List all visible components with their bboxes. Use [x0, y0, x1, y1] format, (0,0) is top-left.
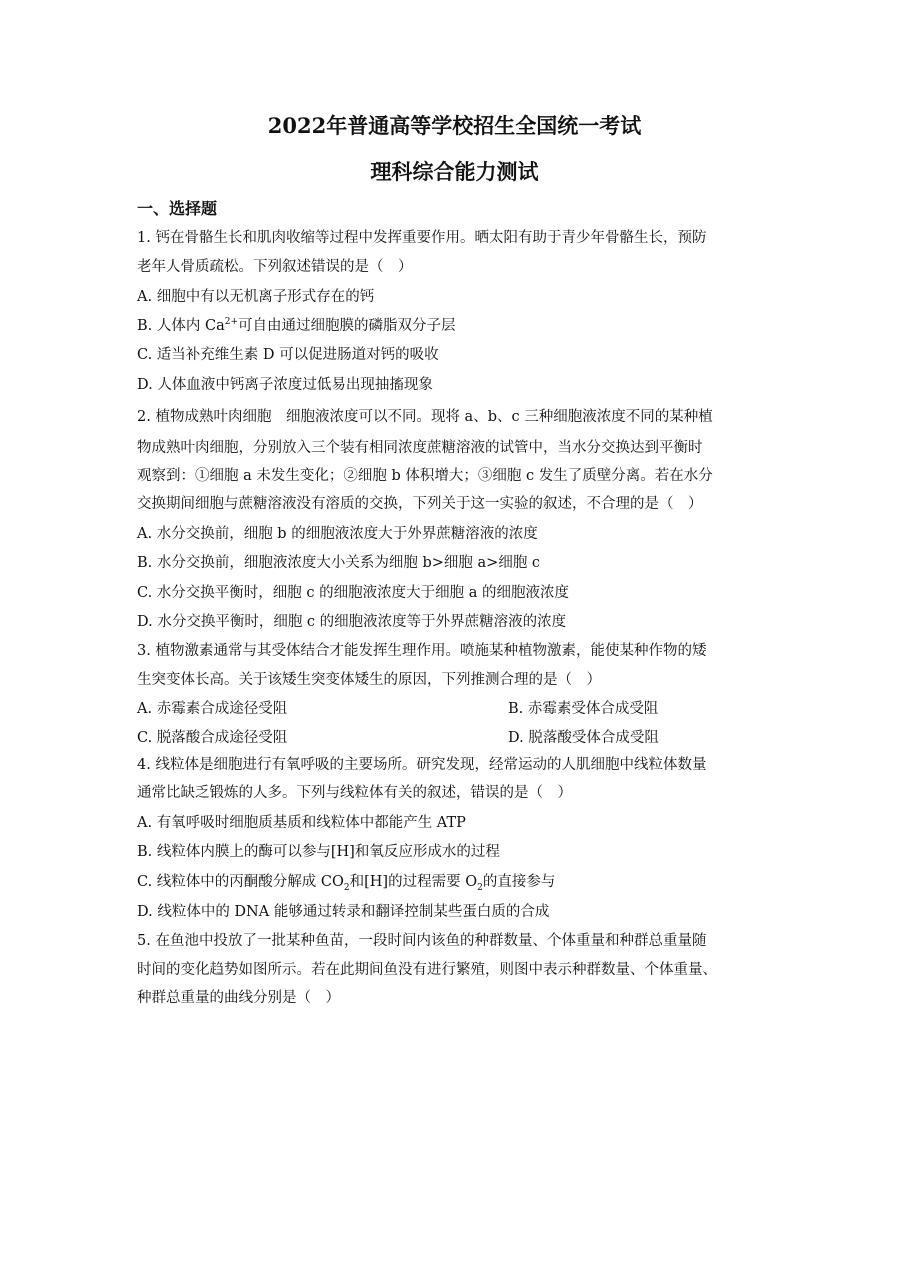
q1-option-b [137, 315, 777, 337]
q1-option-c: C. 适当补充维生素 D 可以促进肠道对钙的吸收 [137, 347, 439, 363]
q4-option-c-sub1: 2 [343, 882, 350, 893]
q3-option-b: B. 赤霉素受体合成受阻 [508, 701, 659, 717]
q4-option-c-mid: 和[H]的过程需要 O [349, 874, 478, 890]
q2-stem-line4: 交换期间细胞与蔗糖溶液没有溶质的交换，下列关于这一实验的叙述，不合理的是（ ） [137, 496, 703, 512]
q3-stem-line1: 3. 植物激素通常与其受体结合才能发挥生理作用。喷施某种植物激素，能使某种作物的矮 [137, 643, 707, 659]
q1-stem-line2: 老年人骨质疏松。下列叙述错误的是（ ） [137, 259, 413, 275]
q2-option-b: B. 水分交换前，细胞液浓度大小关系为细胞 b>细胞 a>细胞 c [137, 555, 541, 571]
q4-option-c-pre: C. 线粒体中的丙酮酸分解成 CO [137, 874, 344, 890]
section-heading: 一、选择题 [137, 199, 218, 218]
q2-option-c: C. 水分交换平衡时，细胞 c 的细胞液浓度大于细胞 a 的细胞液浓度 [137, 585, 569, 601]
q3-option-d: D. 脱落酸受体合成受阻 [508, 730, 659, 746]
q5-stem-line3: 种群总重量的曲线分别是（ ） [137, 990, 340, 1006]
q4-option-c-post: 的直接参与 [482, 874, 556, 890]
q4-option-c-sub2: 2 [477, 882, 483, 893]
q4-option-a: A. 有氧呼吸时细胞质基质和线粒体中都能产生 ATP [137, 815, 466, 831]
q5-stem-line1: 5. 在鱼池中投放了一批某种鱼苗，一段时间内该鱼的种群数量、个体重量和种群总重量随 [137, 933, 707, 949]
q2-stem-line2: 物成熟叶肉细胞，分别放入三个装有相同浓度蔗糖溶液的试管中，当水分交换达到平衡时 [137, 440, 703, 456]
q1-option-d: D. 人体血液中钙离子浓度过低易出现抽搐现象 [137, 377, 433, 393]
q4-stem-line2: 通常比缺乏锻炼的人多。下列与线粒体有关的叙述，错误的是（ ） [137, 785, 572, 801]
q4-option-c [137, 871, 777, 893]
q5-stem-line2: 时间的变化趋势如图所示。若在此期间鱼没有进行繁殖，则图中表示种群数量、个体重量、 [137, 962, 717, 978]
q2-stem-line1: 2. 植物成熟叶肉细胞 细胞液浓度可以不同。现将 a、b、c 三种细胞液浓度不同的某种植 [137, 409, 713, 425]
q4-option-d: D. 线粒体中的 DNA 能够通过转录和翻译控制某些蛋白质的合成 [137, 904, 550, 920]
q3-option-a: A. 赤霉素合成途径受阻 [137, 701, 288, 717]
q1-stem-line1: 1. 钙在骨骼生长和肌肉收缩等过程中发挥重要作用。晒太阳有助于青少年骨骼生长，预防 [137, 230, 707, 246]
q2-stem-line3: 观察到：①细胞 a 未发生变化；②细胞 b 体积增大；③细胞 c 发生了质壁分离。若在水分 [137, 468, 713, 484]
q2-option-a: A. 水分交换前，细胞 b 的细胞液浓度大于外界蔗糖溶液的浓度 [137, 526, 538, 542]
q1-option-a: A. 细胞中有以无机离子形式存在的钙 [137, 289, 375, 305]
q1-option-b-post: 可自由通过细胞膜的磷脂双分子层 [238, 318, 456, 334]
q2-option-d: D. 水分交换平衡时，细胞 c 的细胞液浓度等于外界蔗糖溶液的浓度 [137, 614, 567, 630]
q3-stem-line2: 生突变体长高。关于该矮生突变体矮生的原因，下列推测合理的是（ ） [137, 672, 601, 688]
q3-option-c: C. 脱落酸合成途径受阻 [137, 730, 288, 746]
q1-option-b-pre: B. 人体内 Ca [137, 318, 225, 334]
q4-option-b: B. 线粒体内膜上的酶可以参与[H]和氧反应形成水的过程 [137, 844, 500, 860]
q1-option-b-sup: 2+ [224, 317, 239, 328]
exam-title: 2022年普通高等学校招生全国统一考试 [267, 113, 642, 138]
q4-stem-line1: 4. 线粒体是细胞进行有氧呼吸的主要场所。研究发现，经常运动的人肌细胞中线粒体数量 [137, 757, 707, 773]
exam-subtitle: 理科综合能力测试 [370, 159, 539, 184]
